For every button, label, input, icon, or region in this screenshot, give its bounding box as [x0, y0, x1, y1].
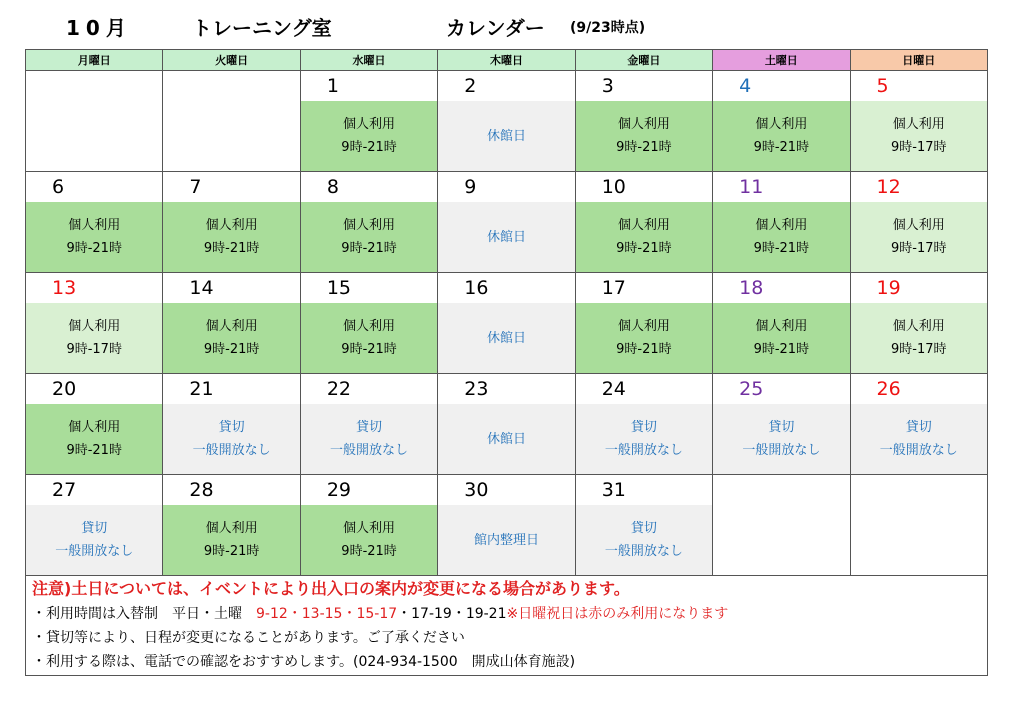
as-of-date: (9/23時点)	[570, 20, 646, 36]
day-number: 7	[189, 176, 202, 198]
day-cell	[26, 273, 163, 374]
status-label: 個人利用	[617, 117, 670, 132]
month-title: 10月	[66, 16, 132, 40]
day-number: 28	[189, 479, 214, 501]
day-status	[438, 101, 574, 171]
status-detail: 9時-17時	[66, 342, 122, 357]
day-cell	[438, 273, 575, 374]
status-label: 館内整理日	[473, 532, 539, 548]
day-status	[26, 404, 162, 474]
day-status	[301, 202, 437, 272]
status-detail: 一般開放なし	[330, 443, 409, 458]
weekday-header-sun: 日曜日	[850, 50, 987, 71]
weekday-header-sat: 土曜日	[713, 50, 850, 71]
status-detail: 9時-21時	[341, 140, 397, 155]
day-status	[163, 404, 299, 474]
day-cell	[713, 71, 850, 172]
status-detail: 9時-21時	[753, 140, 810, 155]
status-label: 個人利用	[892, 218, 945, 233]
status-detail: 9時-17時	[891, 241, 947, 256]
day-number: 16	[464, 277, 489, 299]
hours-red-slots: 9-12・13-15・15-17	[256, 606, 398, 622]
status-label: 個人利用	[205, 319, 258, 334]
weekday-header-fri: 金曜日	[575, 50, 712, 71]
day-status	[851, 101, 987, 171]
day-status	[713, 303, 849, 373]
day-status	[713, 404, 849, 474]
status-detail: 一般開放なし	[604, 544, 683, 559]
day-cell	[438, 172, 575, 273]
calendar-week-row	[26, 475, 988, 576]
day-number: 26	[876, 378, 901, 400]
day-status	[851, 404, 987, 474]
empty-day-cell	[26, 71, 163, 172]
status-detail: 9時-21時	[203, 544, 260, 559]
hours-other-slots: ・17-19・19-21	[397, 606, 507, 622]
status-detail: 9時-21時	[341, 544, 397, 559]
day-number: 9	[464, 176, 477, 198]
day-status	[301, 505, 437, 575]
day-cell	[850, 273, 987, 374]
status-label: 個人利用	[343, 117, 396, 132]
day-number: 15	[326, 277, 352, 299]
day-status	[163, 202, 299, 272]
calendar-week-row	[26, 273, 988, 374]
day-cell	[713, 374, 850, 475]
day-status	[26, 303, 162, 373]
day-number: 18	[739, 277, 764, 299]
status-detail: 9時-21時	[616, 140, 672, 155]
day-cell	[163, 172, 300, 273]
day-status	[851, 303, 987, 373]
day-cell	[850, 71, 987, 172]
status-detail: 9時-17時	[891, 342, 947, 357]
day-number: 11	[739, 176, 764, 198]
day-cell	[26, 475, 163, 576]
status-label: 貸切	[905, 420, 932, 435]
status-label: 個人利用	[68, 420, 121, 435]
calendar-week-row	[26, 374, 988, 475]
status-detail: 9時-21時	[66, 241, 122, 256]
day-number: 23	[464, 378, 489, 400]
status-detail: 9時-17時	[891, 140, 947, 155]
status-label: 休館日	[486, 229, 526, 245]
hours-sunday-note: ※日曜祝日は赤のみ利用になります	[506, 606, 729, 622]
day-number: 31	[601, 479, 626, 501]
status-detail: 9時-21時	[341, 241, 397, 256]
day-cell	[26, 374, 163, 475]
status-label: 個人利用	[343, 319, 396, 334]
day-status	[576, 202, 712, 272]
status-label: 個人利用	[68, 218, 121, 233]
status-label: 個人利用	[892, 117, 945, 132]
day-status	[301, 303, 437, 373]
day-cell	[438, 71, 575, 172]
day-number: 25	[739, 378, 764, 400]
status-label: 個人利用	[68, 319, 121, 334]
day-cell	[438, 475, 575, 576]
day-number: 21	[189, 378, 214, 400]
notes-box	[25, 574, 988, 676]
status-label: 個人利用	[617, 218, 670, 233]
status-label: 個人利用	[343, 521, 396, 536]
day-cell	[575, 475, 712, 576]
day-number: 30	[464, 479, 489, 501]
day-number: 24	[601, 378, 626, 400]
status-label: 休館日	[486, 128, 526, 144]
day-cell	[26, 172, 163, 273]
warning-note: 注意)土日については、イベントにより出入口の案内が変更になる場合があります。	[32, 579, 630, 598]
status-label: 個人利用	[755, 218, 808, 233]
day-status	[438, 505, 574, 575]
status-detail: 9時-21時	[203, 241, 260, 256]
day-number: 4	[739, 75, 752, 97]
status-detail: 一般開放なし	[604, 443, 683, 458]
status-detail: 9時-21時	[66, 443, 122, 458]
day-cell	[163, 475, 300, 576]
day-number: 5	[876, 75, 889, 97]
day-status	[301, 404, 437, 474]
status-label: 個人利用	[205, 218, 258, 233]
day-cell	[850, 172, 987, 273]
day-cell	[438, 374, 575, 475]
status-detail: 9時-21時	[616, 241, 672, 256]
status-label: 貸切	[630, 521, 657, 536]
day-cell	[713, 273, 850, 374]
day-status	[576, 303, 712, 373]
hours-prefix: ・利用時間は入替制 平日・土曜	[32, 606, 256, 622]
day-status	[851, 202, 987, 272]
day-status	[301, 101, 437, 171]
status-detail: 9時-21時	[341, 342, 397, 357]
day-number: 14	[189, 277, 214, 299]
status-detail: 一般開放なし	[879, 443, 958, 458]
day-status	[26, 505, 162, 575]
status-detail: 一般開放なし	[192, 443, 271, 458]
day-status	[713, 202, 849, 272]
day-status	[438, 404, 574, 474]
day-cell	[300, 273, 437, 374]
status-detail: 一般開放なし	[742, 443, 821, 458]
day-number: 19	[876, 277, 901, 299]
day-status	[576, 505, 712, 575]
calendar-title: カレンダー	[446, 16, 545, 40]
day-cell	[713, 172, 850, 273]
day-number: 20	[52, 378, 77, 400]
day-number: 6	[52, 176, 65, 198]
calendar-week-row	[26, 172, 988, 273]
room-title: トレーニング室	[192, 16, 332, 40]
empty-day-cell	[163, 71, 300, 172]
calendar-table	[25, 49, 988, 576]
day-number: 2	[464, 75, 477, 97]
status-label: 休館日	[486, 330, 526, 346]
day-number: 17	[601, 277, 626, 299]
status-label: 個人利用	[755, 117, 808, 132]
status-label: 貸切	[630, 420, 657, 435]
status-label: 個人利用	[343, 218, 396, 233]
day-cell	[575, 273, 712, 374]
weekday-header-wed: 水曜日	[300, 50, 437, 71]
status-detail: 9時-21時	[203, 342, 260, 357]
status-detail: 9時-21時	[753, 342, 810, 357]
status-detail: 9時-21時	[753, 241, 810, 256]
status-detail: 9時-21時	[616, 342, 672, 357]
day-number: 29	[326, 479, 352, 501]
day-status	[26, 202, 162, 272]
day-cell	[575, 172, 712, 273]
day-status	[438, 202, 574, 272]
status-label: 貸切	[218, 420, 245, 435]
status-label: 個人利用	[617, 319, 670, 334]
status-label: 貸切	[356, 420, 383, 435]
weekday-header-tue: 火曜日	[163, 50, 300, 71]
status-label: 貸切	[768, 420, 795, 435]
status-detail: 一般開放なし	[55, 544, 134, 559]
day-cell	[300, 374, 437, 475]
contact-note: ・利用する際は、電話での確認をおすすめします。(024-934-1500 開成山体育施設)	[32, 654, 576, 670]
day-number: 13	[52, 277, 77, 299]
day-cell	[575, 374, 712, 475]
status-label: 個人利用	[755, 319, 808, 334]
weekday-header-mon: 月曜日	[26, 50, 163, 71]
day-cell	[300, 475, 437, 576]
day-status	[163, 505, 299, 575]
day-cell	[300, 172, 437, 273]
weekday-header-thu: 木曜日	[438, 50, 575, 71]
empty-day-cell	[850, 475, 987, 576]
day-status	[713, 101, 849, 171]
day-cell	[300, 71, 437, 172]
calendar-week-row	[26, 71, 988, 172]
day-number: 10	[601, 176, 626, 198]
day-number: 8	[326, 176, 339, 198]
day-cell	[163, 273, 300, 374]
hours-note	[26, 602, 987, 626]
day-number: 12	[876, 176, 901, 198]
status-label: 貸切	[81, 521, 108, 536]
day-status	[163, 303, 299, 373]
day-cell	[850, 374, 987, 475]
day-number: 3	[601, 75, 614, 97]
day-cell	[575, 71, 712, 172]
day-status	[438, 303, 574, 373]
status-label: 個人利用	[892, 319, 945, 334]
status-label: 休館日	[486, 431, 526, 447]
day-cell	[163, 374, 300, 475]
reservation-note: ・貸切等により、日程が変更になることがあります。ご了承ください	[32, 630, 465, 646]
day-status	[576, 404, 712, 474]
weekday-header-row	[26, 50, 988, 71]
empty-day-cell	[713, 475, 850, 576]
status-label: 個人利用	[205, 521, 258, 536]
day-number: 22	[326, 378, 352, 400]
day-status	[576, 101, 712, 171]
day-number: 27	[52, 479, 77, 501]
day-number: 1	[326, 75, 339, 97]
